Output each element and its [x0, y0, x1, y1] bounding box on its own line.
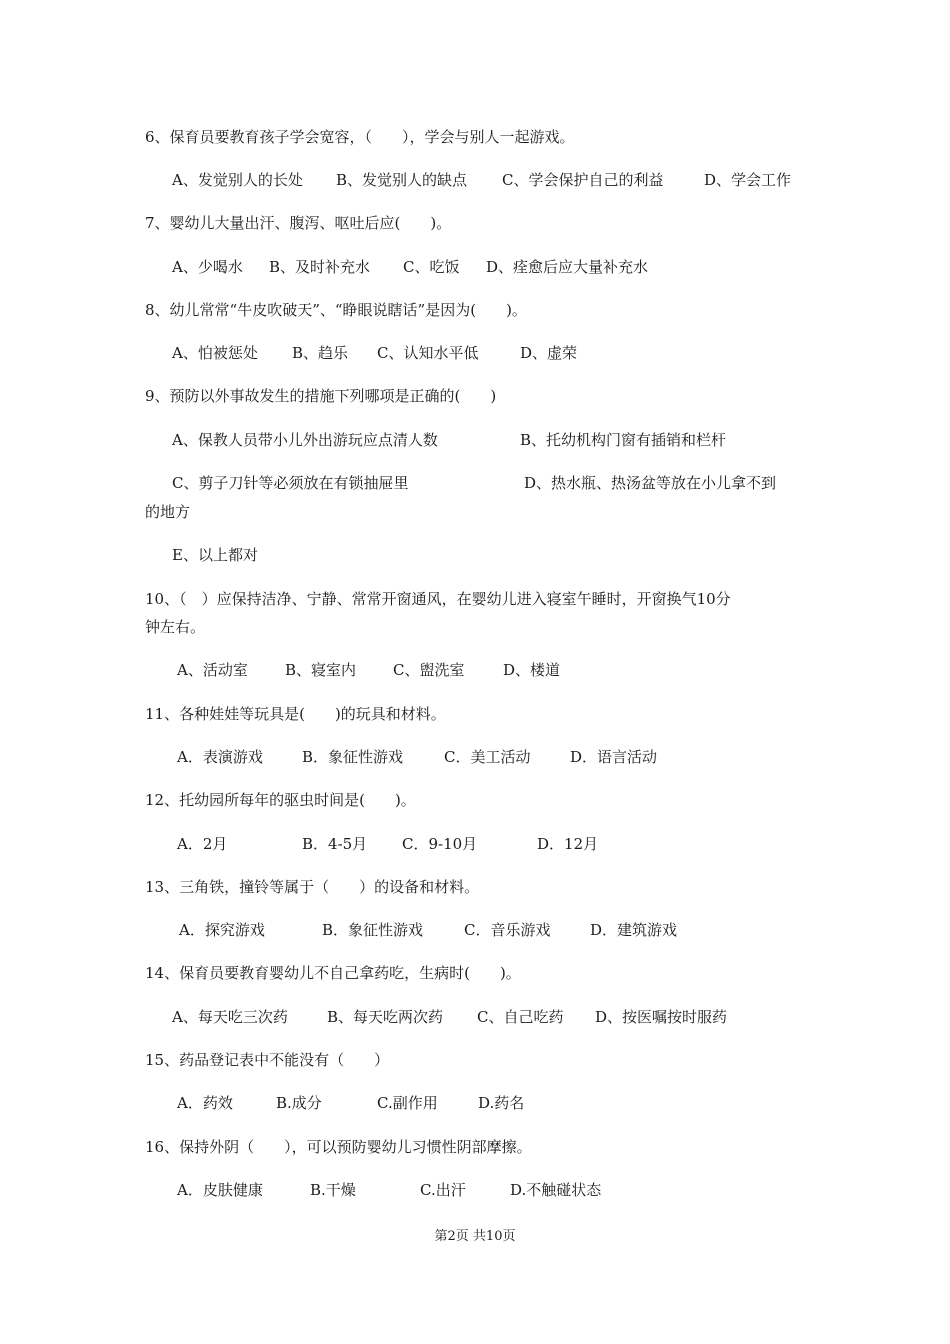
- question-15-stem: 15、药品登记表中不能没有（ ）: [145, 1051, 390, 1069]
- question-10-stem-line1: 10、（ ）应保持洁净、宁静、常常开窗通风，在婴幼儿进入寝室午睡时，开窗换气10分: [145, 590, 731, 608]
- question-10-option-b: B、寝室内: [285, 661, 357, 679]
- question-9-option-a: A、保教人员带小儿外出游玩应点清人数: [172, 431, 438, 449]
- question-12-option-a: A．2月: [177, 835, 228, 853]
- question-16-stem: 16、保持外阴（ ），可以预防婴幼儿习惯性阴部摩擦。: [145, 1138, 532, 1156]
- question-14-option-a: A、每天吃三次药: [172, 1008, 288, 1026]
- question-9-option-d: D、热水瓶、热汤盆等放在小儿拿不到: [524, 474, 777, 492]
- question-11-option-b: B．象征性游戏: [302, 748, 404, 766]
- question-7-option-c: C、吃饭: [403, 258, 460, 276]
- question-7-stem: 7、婴幼儿大量出汗、腹泻、呕吐后应( )。: [145, 214, 452, 232]
- page-footer: 第2页 共10页: [434, 1229, 516, 1244]
- question-12-option-b: B．4-5月: [302, 835, 368, 853]
- question-8-stem: 8、幼儿常常“牛皮吹破天”、“睁眼说瞎话”是因为( )。: [145, 301, 527, 319]
- question-7-option-a: A、少喝水: [172, 258, 243, 276]
- question-16-option-d: D.不触碰状态: [510, 1181, 602, 1199]
- question-14-stem: 14、保育员要教育婴幼儿不自己拿药吃，生病时( )。: [145, 964, 521, 982]
- question-14-option-b: B、每天吃两次药: [327, 1008, 444, 1026]
- question-10-option-a: A、活动室: [177, 661, 248, 679]
- question-14-option-d: D、按医嘱按时服药: [595, 1008, 728, 1026]
- question-7-option-d: D、痊愈后应大量补充水: [486, 258, 649, 276]
- question-13-option-a: A．探究游戏: [179, 921, 265, 939]
- question-11-option-c: C．美工活动: [444, 748, 531, 766]
- question-13-option-d: D．建筑游戏: [590, 921, 678, 939]
- question-10-option-c: C、盥洗室: [393, 661, 465, 679]
- question-6-option-b: B、发觉别人的缺点: [336, 171, 468, 189]
- question-12-stem: 12、托幼园所每年的驱虫时间是( )。: [145, 791, 416, 809]
- question-10-option-d: D、楼道: [503, 661, 561, 679]
- question-12-option-d: D．12月: [537, 835, 599, 853]
- question-8-option-c: C、认知水平低: [377, 344, 479, 362]
- question-13-option-c: C．音乐游戏: [464, 921, 551, 939]
- question-15-option-c: C.副作用: [377, 1094, 438, 1112]
- question-7-option-b: B、及时补充水: [269, 258, 371, 276]
- question-16-option-c: C.出汗: [420, 1181, 466, 1199]
- question-6-stem: 6、保育员要教育孩子学会宽容，（ ），学会与别人一起游戏。: [145, 128, 575, 146]
- question-15-option-d: D.药名: [478, 1094, 525, 1112]
- question-6-option-c: C、学会保护自己的利益: [502, 171, 664, 189]
- question-16-option-a: A．皮肤健康: [177, 1181, 263, 1199]
- question-13-option-b: B．象征性游戏: [322, 921, 424, 939]
- question-13-stem: 13、三角铁，撞铃等属于（ ）的设备和材料。: [145, 878, 480, 896]
- question-15-option-a: A．药效: [177, 1094, 233, 1112]
- question-10-stem-line2: 钟左右。: [145, 618, 206, 636]
- question-6-option-d: D、学会工作: [704, 171, 792, 189]
- question-16-option-b: B.干燥: [310, 1181, 356, 1199]
- question-11-option-d: D．语言活动: [570, 748, 658, 766]
- question-11-stem: 11、各种娃娃等玩具是( )的玩具和材料。: [145, 705, 446, 723]
- question-8-option-b: B、趋乐: [292, 344, 349, 362]
- question-9-stem: 9、预防以外事故发生的措施下列哪项是正确的( ): [145, 387, 497, 405]
- question-15-option-b: B.成分: [276, 1094, 322, 1112]
- question-8-option-a: A、怕被惩处: [172, 344, 258, 362]
- question-9-option-c: C、剪子刀针等必须放在有锁抽屉里: [172, 474, 409, 492]
- question-6-option-a: A、发觉别人的长处: [172, 171, 303, 189]
- question-9-option-d-continuation: 的地方: [145, 503, 191, 521]
- question-14-option-c: C、自己吃药: [477, 1008, 564, 1026]
- question-8-option-d: D、虚荣: [520, 344, 578, 362]
- question-9-option-e: E、以上都对: [172, 546, 258, 564]
- question-9-option-b: B、托幼机构门窗有插销和栏杆: [520, 431, 727, 449]
- question-11-option-a: A．表演游戏: [177, 748, 263, 766]
- question-12-option-c: C．9-10月: [402, 835, 478, 853]
